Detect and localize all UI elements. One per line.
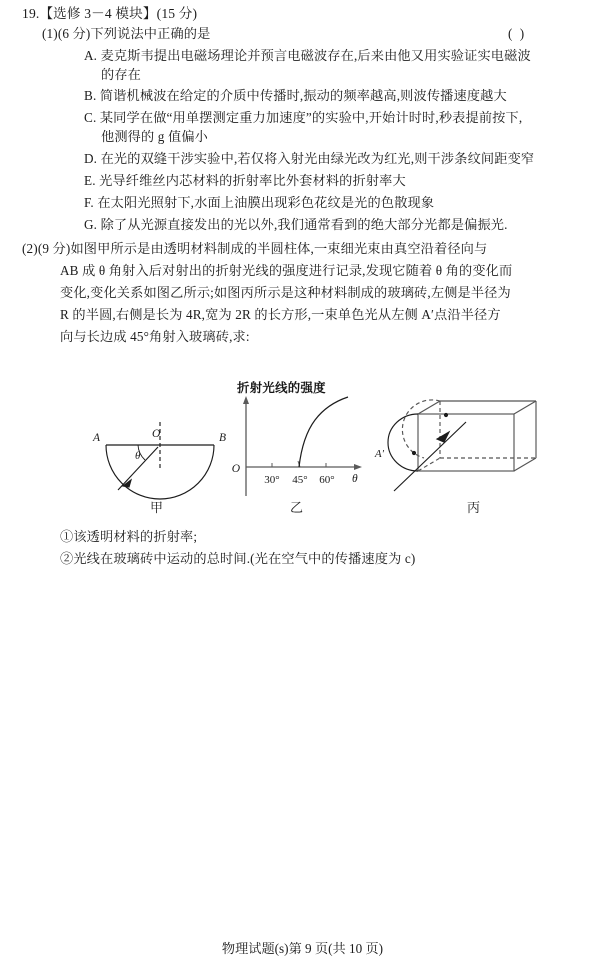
part2-line1: (2)(9 分)如图甲所示是由透明材料制成的半圆柱体,一束细光束由真空沿着径向与	[22, 241, 488, 256]
jia-label-o: O	[152, 428, 161, 440]
page-footer: 物理试题(s)第 9 页(共 10 页)	[221, 941, 384, 956]
option-e: E. 光导纤维丝内芯材料的折射率比外套材料的折射率大	[84, 173, 406, 188]
part2-line5: 向与长边成 45°角射入玻璃砖,求:	[60, 329, 250, 344]
option-c-line1: C. 某同学在做“用单摆测定重力加速度”的实验中,开始计时时,秒表提前按下,	[84, 110, 523, 125]
option-b: B. 简谐机械波在给定的介质中传播时,振动的频率越高,则波传播速度越大	[84, 88, 507, 103]
yi-x-arrowhead	[354, 464, 362, 470]
bing-light-ray	[394, 422, 466, 491]
bing-semicircle-hidden	[402, 400, 440, 458]
bing-top-left-edge	[418, 401, 440, 414]
figure-caption-bing: 丙	[467, 500, 481, 515]
option-a-line2: 的存在	[101, 67, 142, 82]
bing-label-a-prime: A′	[374, 448, 384, 460]
yi-tick-label-30: 30°	[264, 474, 280, 486]
jia-label-b: B	[219, 432, 227, 444]
yi-tick-label-45: 45°	[292, 474, 308, 486]
jia-label-theta: θ	[135, 450, 141, 462]
option-f: F. 在太阳光照射下,水面上油膜出现彩色花纹是光的色散现象	[84, 195, 435, 210]
bing-top-right-edge	[514, 401, 536, 414]
option-a-line1: A. 麦克斯韦提出电磁场理论并预言电磁波存在,后来由他又用实验证实电磁波	[84, 48, 531, 63]
yi-label-origin: O	[231, 463, 240, 475]
figure-caption-jia: 甲	[150, 500, 164, 515]
answer-bracket: ( )	[508, 26, 527, 41]
part2-subitem-1: ①该透明材料的折射率;	[60, 529, 198, 544]
figure-bing	[388, 400, 536, 491]
yi-axis-label-theta: θ	[352, 473, 358, 485]
figure-caption-yi: 乙	[290, 500, 304, 515]
page-title: 19.【选修 3－4 模块】(15 分)	[22, 6, 198, 21]
bing-bottom-right-edge	[514, 458, 536, 471]
bing-exit-point	[444, 413, 448, 417]
part2-line2: AB 成 θ 角射入后对射出的折射光线的强度进行记录,发现它随着 θ 角的变化而	[60, 263, 513, 278]
graph-title: 折射光线的强度	[237, 381, 326, 395]
part2-line3: 变化,变化关系如图乙所示;如图丙所示是这种材料制成的玻璃砖,左侧是半径为	[60, 285, 511, 300]
yi-y-arrowhead	[243, 396, 249, 404]
option-d: D. 在光的双缝干涉实验中,若仅将入射光由绿光改为红光,则干涉条纹间距变窄	[84, 151, 535, 166]
option-g: G. 除了从光源直接发出的光以外,我们通常看到的绝大部分光都是偏振光.	[84, 217, 508, 232]
part1-stem: (1)(6 分)下列说法中正确的是	[42, 26, 211, 41]
yi-intensity-curve	[299, 397, 348, 467]
bing-semicircle-front	[388, 414, 418, 471]
yi-tick-label-60: 60°	[319, 474, 335, 486]
jia-label-a: A	[92, 432, 100, 444]
part2-subitem-2: ②光线在玻璃砖中运动的总时间.(光在空气中的传播速度为 c)	[60, 551, 416, 566]
part2-line4: R 的半圆,右侧是长为 4R,宽为 2R 的长方形,一束单色光从左侧 A′点沿半径方	[60, 307, 501, 322]
option-c-line2: 他测得的 g 值偏小	[101, 129, 208, 144]
bing-entry-point	[412, 451, 416, 455]
